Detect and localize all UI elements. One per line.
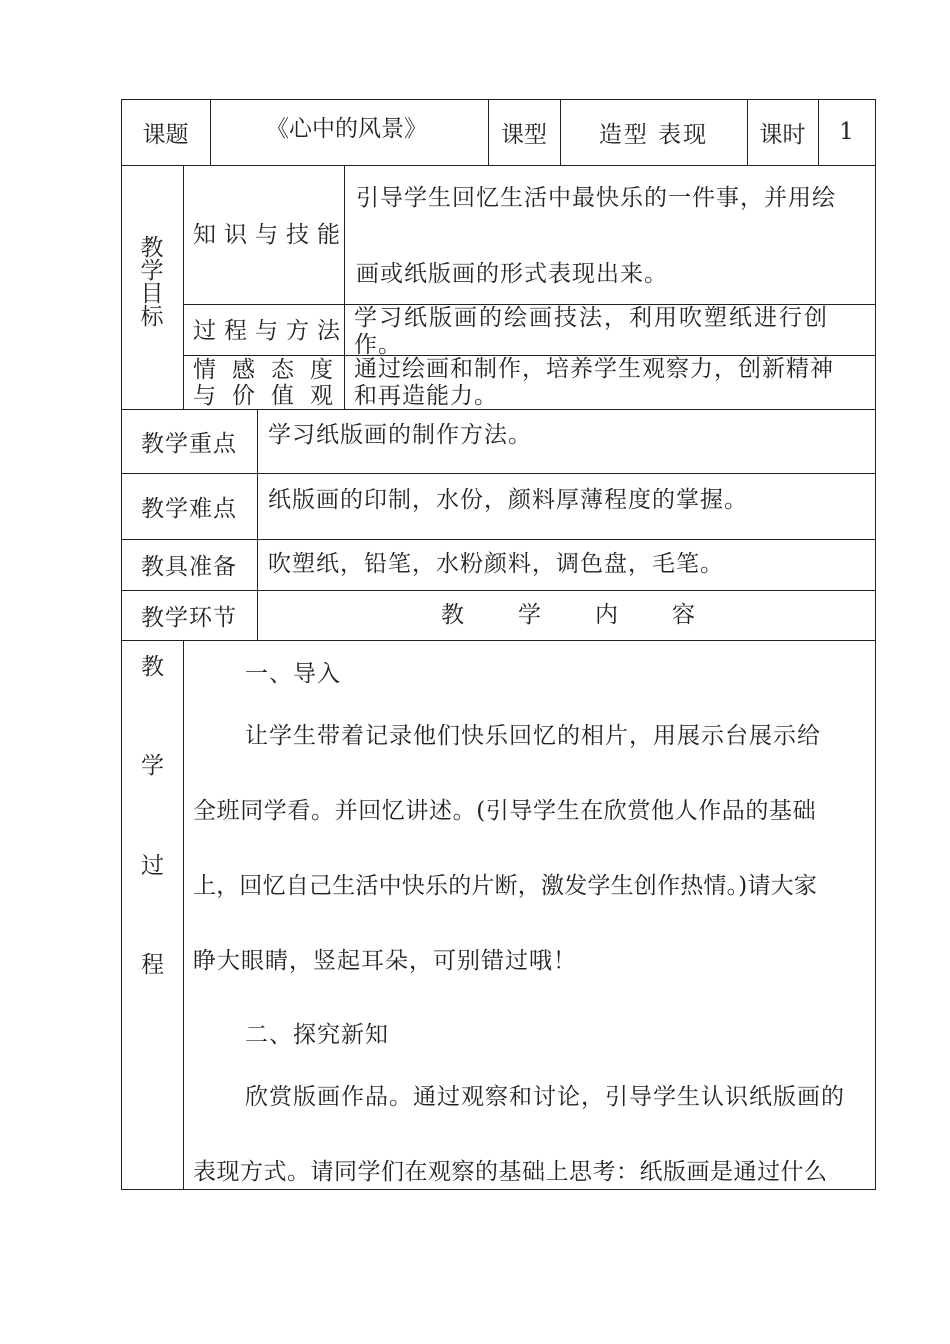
difficulty-value: 纸版画的印制，水份，颜料厚薄程度的掌握。: [268, 487, 748, 513]
heading-explore: 二、探究新知: [245, 1022, 389, 1048]
emotion-label-char: 价: [232, 383, 255, 409]
process-section-label-char: 程: [141, 952, 164, 978]
header-col-divider-1: [210, 99, 211, 165]
emotion-label-char: 值: [271, 383, 294, 409]
emotion-label-char: 观: [310, 383, 333, 409]
topic-label: 课题: [142, 121, 189, 148]
hours-value: 1: [839, 119, 854, 145]
emotion-label-char: 度: [310, 357, 333, 383]
goals-label-char: 学: [140, 258, 164, 284]
table-border-bottom: [121, 1189, 876, 1190]
type-value: 造型 表现: [598, 121, 709, 148]
knowledge-line-2: 画或纸版画的形式表现出来。: [356, 261, 668, 287]
process-label: 过程与方法: [193, 318, 348, 344]
emotion-line-1: 通过绘画和制作，培养学生观察力，创新精神: [354, 356, 834, 382]
knowledge-line-1: 引导学生回忆生活中最快乐的一件事，并用绘: [356, 185, 836, 211]
info-col-divider: [257, 409, 258, 640]
section-title-char: 容: [672, 602, 695, 628]
paragraph-line: 让学生带着记录他们快乐回忆的相片，用展示台展示给: [245, 723, 821, 749]
section-title-char: 教: [441, 602, 464, 628]
process-section-label-char: 过: [141, 853, 164, 879]
emotion-label-char: 感: [232, 357, 255, 383]
emotion-line-2: 和再造能力。: [354, 383, 498, 409]
process-line-1: 学习纸版画的绘画技法，利用吹塑纸进行创: [354, 305, 829, 331]
paragraph-line: 睁大眼睛，竖起耳朵，可别错过哦！: [193, 948, 577, 974]
paragraph-line: 欣赏版画作品。通过观察和讨论，引导学生认识纸版画的: [245, 1084, 845, 1110]
row-divider-knowledge-label: [183, 304, 344, 305]
emotion-label-char: 情: [193, 357, 216, 383]
goals-label: [140, 237, 164, 329]
paragraph-line: 全班同学看。并回忆讲述。(引导学生在欣赏他人作品的基础: [193, 798, 817, 824]
paragraph-line: 上，回忆自己生活中快乐的片断，激发学生创作热情。)请大家: [193, 873, 818, 899]
process-section-label-char: 教: [141, 654, 164, 680]
tools-value: 吹塑纸，铅笔，水粉颜料，调色盘，毛笔。: [268, 551, 724, 577]
emotion-label-line-2: [193, 385, 333, 408]
process-col-divider: [183, 640, 184, 1189]
goals-label-char: 标: [140, 304, 164, 330]
section-title: [441, 604, 695, 627]
section-title-char: 内: [595, 602, 618, 628]
tools-label: 教具准备: [141, 554, 237, 580]
section-title-char: 学: [518, 602, 541, 628]
process-section-label-char: 学: [141, 753, 164, 779]
emotion-label-char: 态: [271, 357, 294, 383]
knowledge-label: 知识与技能: [193, 222, 348, 248]
process-line-2: 作。: [354, 332, 402, 358]
section-label: 教学环节: [141, 604, 237, 631]
heading-introduction: 一、导入: [245, 661, 341, 687]
hours-label: 课时: [759, 121, 806, 148]
goals-col-divider-1: [183, 165, 184, 409]
table-border-left: [121, 99, 122, 1189]
key-point-value: 学习纸版画的制作方法。: [268, 422, 532, 448]
difficulty-label: 教学难点: [141, 495, 237, 522]
table-border-right: [875, 99, 876, 1189]
emotion-label-line-1: [193, 359, 333, 382]
paragraph-line: 表现方式。请同学们在观察的基础上思考：纸版画是通过什么: [193, 1159, 828, 1185]
row-divider-header: [121, 165, 876, 166]
goals-col-divider-2: [344, 165, 345, 409]
emotion-label-char: 与: [193, 383, 216, 409]
topic-value: 《心中的风景》: [266, 116, 427, 142]
type-label: 课型: [501, 121, 547, 148]
row-divider-section: [121, 640, 876, 641]
goals-label-char: 目: [140, 281, 164, 307]
key-point-label: 教学重点: [141, 430, 237, 457]
goals-label-char: 教: [140, 235, 164, 261]
